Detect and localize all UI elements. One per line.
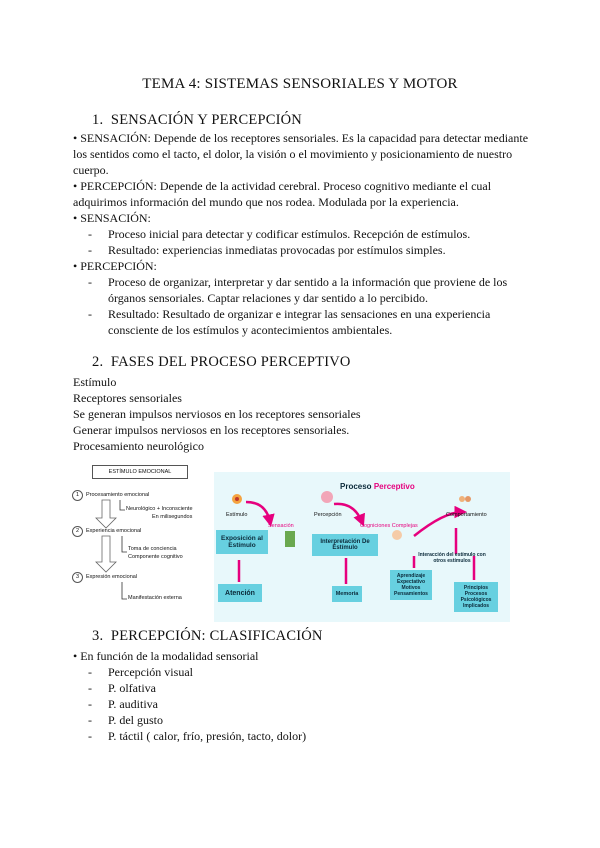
label-percepcion: Percepción — [314, 512, 342, 518]
proceso-perceptivo-diagram — [214, 472, 510, 622]
percepcion-label: • PERCEPCIÓN: — [73, 259, 157, 273]
box-memoria: Memoria — [332, 586, 362, 602]
section2-heading: 2. FASES DEL PROCESO PERCEPTIVO — [92, 354, 351, 370]
stimulus-icon — [230, 492, 244, 506]
step-note: Neurológico + Inconsciente — [126, 506, 193, 512]
fase-line: Generar impulsos nerviosos en los receptores sensoriales. — [73, 423, 350, 437]
step-note: Manifestación externa — [128, 595, 182, 601]
box-aprendizaje: Aprendizaje Expectativo Motivos Pensamientos — [390, 570, 432, 600]
fase-line: Estímulo — [73, 375, 117, 389]
label-cogniciones: Cogniciones Complejas — [360, 523, 418, 529]
step-number: 2 — [72, 526, 83, 537]
fase-line: Procesamiento neurológico — [73, 439, 204, 453]
step-label: Experiencia emocional — [86, 528, 142, 534]
fase-line: Se generan impulsos nerviosos en los receptores sensoriales — [73, 407, 361, 421]
list-item: - Resultado: Resultado de organizar e integrar las sensaciones en una experiencia consciente de los estímulos y acontecimientos ambientales. — [88, 307, 491, 337]
people-icon — [458, 494, 472, 508]
box-interpretacion: Interpretación De Estímulo — [312, 534, 378, 556]
section1-heading: 1. SENSACIÓN Y PERCEPCIÓN — [92, 112, 302, 128]
box-exposicion: Exposición al Estímulo — [216, 530, 268, 554]
sensacion-paragraph: • SENSACIÓN: Depende de los receptores sensoriales. Es la capacidad para detectar mediante los sentidos como el tacto, el dolor, la visión o el movimiento y posicionamiento de nuestro cuerpo. — [73, 131, 529, 177]
box-principios: Principios Procesos Psicológicos Implicados — [454, 582, 498, 612]
list-item: - Proceso inicial para detectar y codificar estímulos. Recepción de estímulos. — [88, 227, 471, 241]
box-atencion: Atención — [218, 584, 262, 602]
step-number: 1 — [72, 490, 83, 501]
fase-line: Receptores sensoriales — [73, 391, 182, 405]
label-estimulo: Estímulo — [226, 512, 248, 518]
puzzle-icon — [284, 530, 296, 548]
diagram-title: Proceso Perceptivo — [340, 482, 415, 491]
step-number: 3 — [72, 572, 83, 583]
step-note: Toma de conciencia — [128, 546, 177, 552]
percepcion-paragraph: • PERCEPCIÓN: Depende de la actividad cerebral. Proceso cognitivo mediante el cual adquirimos información del mundo que nos rodea. Modulada por la experiencia. — [73, 179, 492, 209]
page-title: TEMA 4: SISTEMAS SENSORIALES Y MOTOR — [142, 76, 458, 92]
step-note: Componente cognitivo — [128, 554, 183, 560]
diagram-header: ESTÍMULO EMOCIONAL — [92, 465, 188, 479]
text-interaccion: Interacción del estímulo con otros estímulos — [418, 552, 486, 564]
label-sensacion: Sensación — [268, 523, 294, 529]
list-item: - Percepción visual — [88, 665, 193, 679]
step-label: Expresión emocional — [86, 574, 138, 580]
list-item: - P. táctil ( calor, frío, presión, tacto, dolor) — [88, 729, 307, 743]
list-item: - P. del gusto — [88, 713, 164, 727]
step-label: Procesamiento emocional — [86, 492, 150, 498]
list-item: - Resultado: experiencias inmediatas provocadas por estímulos simples. — [88, 243, 446, 257]
diagram-connectors — [70, 462, 212, 612]
sensacion-label: • SENSACIÓN: — [73, 211, 151, 225]
list-item: - Proceso de organizar, interpretar y dar sentido a la información que proviene de los órganos sensoriales. Captar relaciones y dar sentido a lo percibido. — [88, 275, 508, 305]
label-comportamiento: Comportamiento — [446, 512, 487, 518]
brain-icon — [320, 490, 334, 504]
emotional-process-diagram — [70, 462, 212, 612]
section3-heading: 3. PERCEPCIÓN: CLASIFICACIÓN — [92, 628, 323, 644]
step-note: En milisegundos — [152, 514, 193, 520]
hand-icon — [390, 528, 404, 542]
list-item: - P. olfativa — [88, 681, 156, 695]
clasificacion-label: • En función de la modalidad sensorial — [73, 649, 259, 663]
list-item: - P. auditiva — [88, 697, 158, 711]
